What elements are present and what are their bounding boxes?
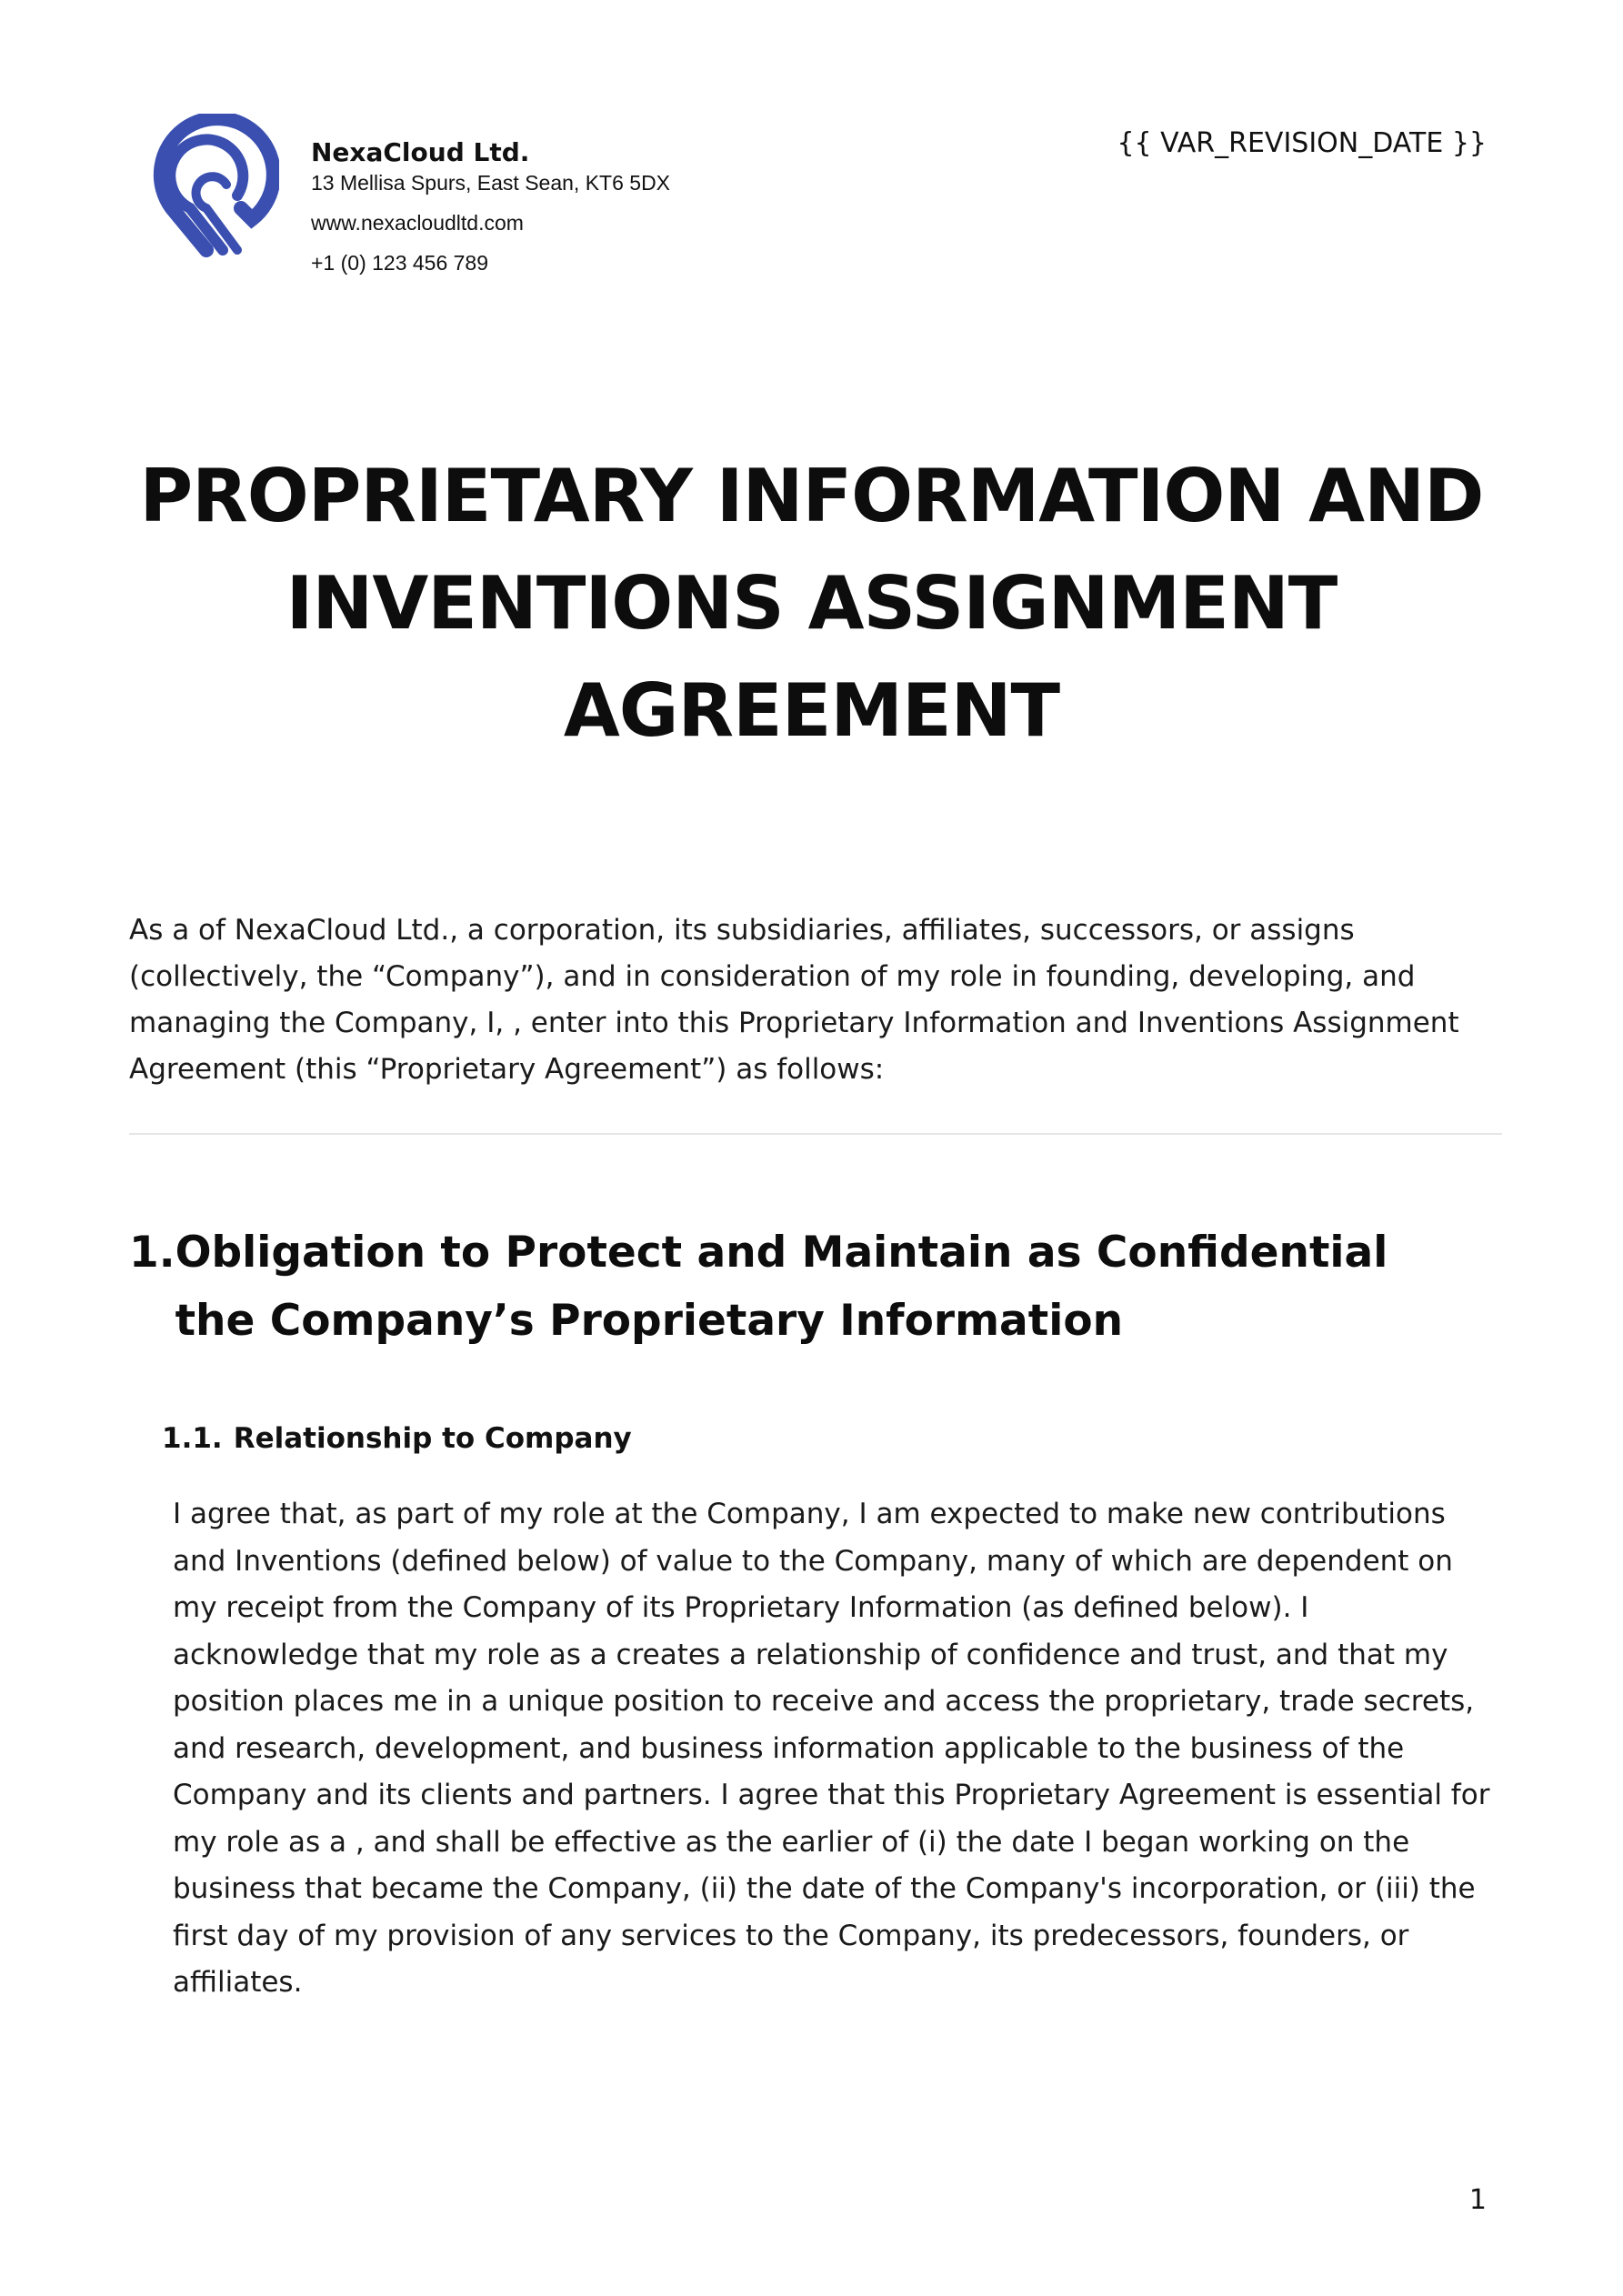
title-line-1: PROPRIETARY INFORMATION AND xyxy=(139,454,1484,538)
company-website: www.nexacloudltd.com xyxy=(311,211,524,235)
company-info xyxy=(311,136,947,276)
subsection-heading xyxy=(162,1419,632,1459)
section-title: Obligation to Protect and Maintain as Confidential the Company’s Proprietary Information xyxy=(175,1228,1388,1346)
title-line-2: INVENTIONS ASSIGNMENT xyxy=(286,561,1337,646)
section-heading xyxy=(129,1218,1448,1355)
intro-paragraph: As a of NexaCloud Ltd., a corporation, its subsidiaries, affiliates, successors, or assigns (collectively, the “Company”), and in consideration of my role in founding, developing, and managing the Company, I, , enter into this Proprietary Information and Inventions Assignment Agreement (this “Proprietary Agreement”) as follows: xyxy=(129,914,1459,1086)
company-name: NexaCloud Ltd. xyxy=(311,137,530,167)
subsection-title: Relationship to Company xyxy=(233,1422,632,1455)
section-number: 1. xyxy=(129,1228,175,1278)
section-divider xyxy=(129,1133,1502,1135)
subsection-body: I agree that, as part of my role at the Company, I am expected to make new contributions and Inventions (defined below) of value to the Company, many of which are dependent on my receipt from the Company of its Proprietary Information (as defined below). I acknowledge that my role as a creates a relationship of confidence and trust, and that my position places me in a unique position to receive and access the proprietary, trade secrets, and research, development, and business information applicable to the business of the Company and its clients and partners. I agree that this Proprietary Agreement is essential for my role as a , and shall be effective as the earlier of (i) the date I began working on the business that became the Company, (ii) the date of the Company's incorporation, or (iii) the first day of my provision of any services to the Company, its predecessors, founders, or affiliates. xyxy=(173,1498,1490,1999)
company-address: 13 Mellisa Spurs, East Sean, KT6 5DX xyxy=(311,171,671,195)
company-phone: +1 (0) 123 456 789 xyxy=(311,251,489,275)
title-line-3: AGREEMENT xyxy=(563,668,1060,753)
subsection-number: 1.1. xyxy=(162,1422,223,1455)
nexacloud-p-logo-icon xyxy=(143,114,279,259)
revision-date: {{ VAR_REVISION_DATE }} xyxy=(1117,127,1487,159)
document-title xyxy=(118,443,1505,765)
page-number: 1 xyxy=(1468,2184,1487,2216)
